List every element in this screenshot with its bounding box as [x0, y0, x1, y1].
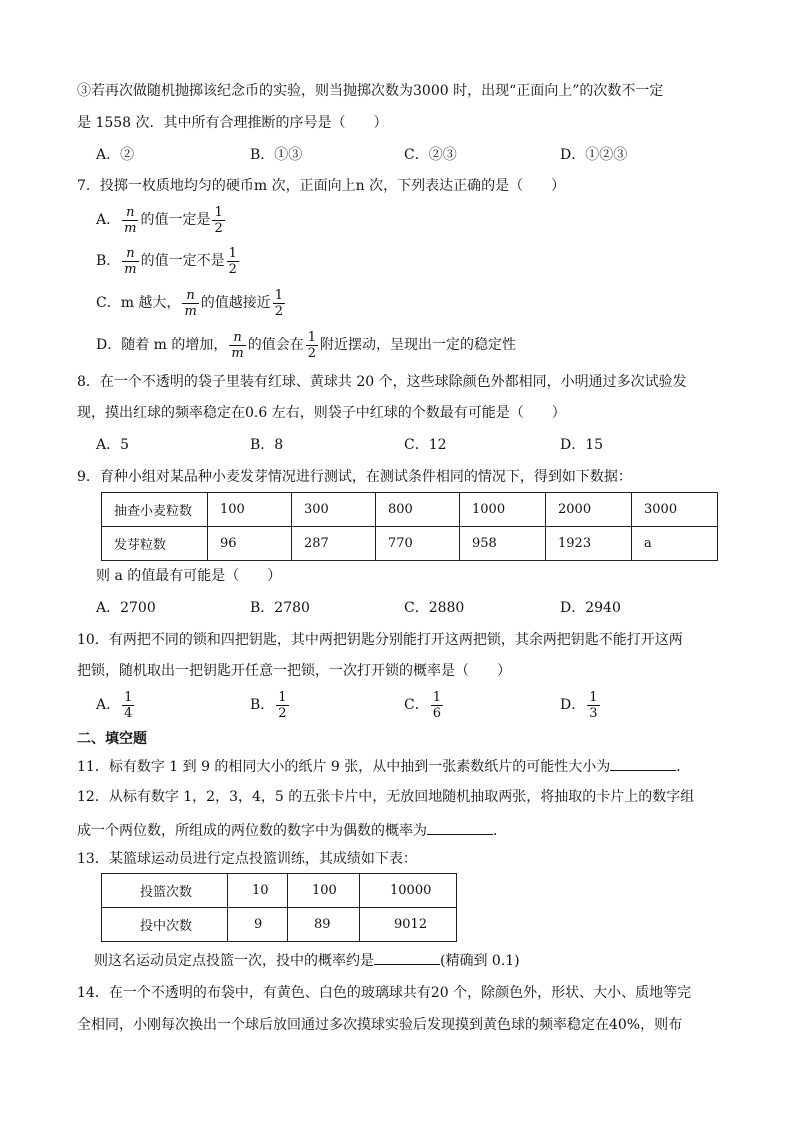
q13-table — [101, 873, 457, 942]
q6-line2: 是 1558 次．其中所有合理推断的序号是（ ） — [77, 115, 388, 131]
table-cell: a — [632, 527, 718, 561]
frac-num: 1 — [278, 689, 287, 705]
q6-line1: ③若再次做随机抛掷该纪念币的实验，则当抛掷次数为3000 时，出现“正面向上”的次数不一定 — [77, 83, 664, 99]
q10-option-b[interactable] — [250, 688, 291, 722]
q7-b-label: B． — [96, 253, 121, 269]
frac-num: 1 — [274, 287, 284, 303]
frac-num: 1 — [307, 329, 317, 345]
q10-line2: 把锁，随机取出一把钥匙开任意一把锁，一次打开锁的概率是（ ） — [77, 663, 511, 679]
q9-after: 则 a 的值最有可能是（ ） — [96, 568, 282, 584]
q8-option-d[interactable]: D．15 — [560, 437, 604, 453]
table-cell: 3000 — [632, 493, 718, 527]
table-cell: 2000 — [546, 493, 632, 527]
frac-num: n — [229, 330, 245, 346]
q9-option-a[interactable]: A．2700 — [96, 600, 156, 616]
q10-line1: 10．有两把不同的锁和四把钥匙，其中两把钥匙分别能打开这两把锁，其余两把钥匙不能打开这两 — [77, 632, 683, 648]
table-cell: 1923 — [546, 527, 632, 561]
table-cell: 96 — [208, 527, 292, 561]
q12-line1: 12．从标有数字 1，2，3，4，5 的五张卡片中，无放回地随机抽取两张，将抽取的卡片上的数字组 — [77, 789, 695, 805]
table-row — [102, 493, 718, 527]
fraction-n-over-m — [182, 288, 198, 319]
frac-den: 2 — [307, 345, 317, 361]
frac-den: m — [184, 303, 197, 319]
q7-d-suffix: 附近摆动，呈现出一定的稳定性 — [320, 337, 517, 353]
q8-option-c[interactable]: C．12 — [404, 437, 447, 453]
table-cell: 抽查小麦粒数 — [102, 493, 208, 527]
q7-d-mid: 的值会在 — [247, 337, 304, 353]
q13-after — [94, 950, 520, 970]
q9-table — [101, 492, 718, 561]
q7-a-label: A． — [96, 212, 121, 228]
frac-num: 1 — [214, 204, 223, 220]
answer-blank[interactable] — [610, 756, 676, 771]
q7-a-text: 的值一定是 — [140, 212, 211, 228]
q7-b-text: 的值一定不是 — [140, 253, 225, 269]
q13-after-pre: 则这名运动员定点投篮一次，投中的概率约是 — [94, 953, 374, 969]
table-cell: 300 — [292, 493, 376, 527]
option-label: D． — [560, 697, 586, 713]
fraction-one-half — [212, 205, 224, 236]
fraction-n-over-m — [122, 205, 138, 236]
frac-num: 1 — [124, 689, 133, 705]
frac-den: m — [124, 220, 137, 236]
q10-option-d[interactable] — [560, 688, 602, 722]
q8-option-a[interactable]: A．5 — [96, 437, 130, 453]
q7-option-d[interactable] — [96, 328, 516, 362]
q6-option-a[interactable]: A．② — [96, 147, 135, 163]
q14-line2: 全相同，小刚每次换出一个球后放回通过多次摸球实验后发现摸到黄色球的频率稳定在40%，则布 — [77, 1017, 683, 1033]
option-label: A． — [96, 697, 121, 713]
answer-blank[interactable] — [374, 950, 440, 965]
q13-after-post: (精确到 0.1) — [440, 953, 520, 969]
fraction-one-half — [273, 288, 285, 319]
table-cell: 投篮次数 — [102, 874, 228, 908]
table-row — [102, 874, 457, 908]
fraction-one-half — [227, 246, 239, 277]
fraction — [276, 690, 288, 721]
q13-stem: 13．某篮球运动员进行定点投篮训练，其成绩如下表： — [77, 851, 417, 867]
q9-option-c[interactable]: C．2880 — [404, 600, 465, 616]
frac-den: 4 — [124, 705, 133, 721]
q7-d-label: D．随着 m 的增加， — [96, 337, 228, 353]
q8-line1: 8．在一个不透明的袋子里装有红球、黄球共 20 个，这些球除颜色外都相同，小明通过多次试验发 — [77, 374, 687, 390]
table-cell: 发芽粒数 — [102, 527, 208, 561]
table-cell: 800 — [376, 493, 460, 527]
q7-option-a[interactable] — [96, 203, 227, 237]
q6-option-d[interactable]: D．①②③ — [560, 147, 628, 163]
frac-den: m — [124, 261, 137, 277]
fraction — [431, 690, 443, 721]
option-label: C． — [404, 697, 429, 713]
fraction-one-half — [306, 330, 318, 361]
q14-line1: 14．在一个不透明的布袋中，有黄色、白色的玻璃球共有20 个，除颜色外，形状、大小、质地等完 — [77, 985, 692, 1001]
section-heading: 二、填空题 — [77, 731, 147, 747]
option-label: B． — [250, 697, 275, 713]
fraction — [122, 690, 134, 721]
table-row — [102, 527, 718, 561]
frac-num: 1 — [228, 245, 237, 261]
table-cell: 89 — [288, 908, 360, 942]
frac-num: 1 — [589, 689, 598, 705]
table-cell: 1000 — [460, 493, 546, 527]
q12-text: 成一个两位数，所组成的两位数的数字中为偶数的概率为 — [77, 823, 427, 839]
q6-option-c[interactable]: C．②③ — [404, 147, 457, 163]
q7-c-label: C．m 越大， — [96, 295, 181, 311]
frac-den: 6 — [432, 705, 441, 721]
q11-end: ． — [676, 759, 691, 775]
fraction-n-over-m — [229, 330, 245, 361]
q7-option-c[interactable] — [96, 286, 287, 320]
q7-stem: 7．投掷一枚质地均匀的硬币m 次，正面向上n 次，下列表达正确的是（ ） — [77, 178, 566, 194]
fraction — [587, 690, 599, 721]
q9-option-d[interactable]: D．2940 — [560, 600, 621, 616]
frac-num: n — [122, 205, 138, 221]
q12-end: ． — [493, 823, 507, 839]
table-row — [102, 908, 457, 942]
q11-text: 11．标有数字 1 到 9 的相同大小的纸片 9 张，从中抽到一张素数纸片的可能性大小为 — [77, 759, 611, 775]
frac-num: 1 — [432, 689, 441, 705]
fraction-n-over-m — [122, 246, 138, 277]
q7-option-b[interactable] — [96, 244, 241, 278]
frac-den: 3 — [589, 705, 598, 721]
q11-line — [77, 756, 690, 776]
frac-num: n — [122, 246, 138, 262]
q6-option-b[interactable]: B．①③ — [250, 147, 303, 163]
answer-blank[interactable] — [427, 820, 493, 835]
q10-option-a[interactable] — [96, 688, 136, 722]
table-cell: 958 — [460, 527, 546, 561]
table-cell: 100 — [288, 874, 360, 908]
q8-line2: 现，摸出红球的频率稳定在0.6 左右，则袋子中红球的个数最有可能是（ ） — [77, 405, 566, 421]
frac-den: 2 — [228, 261, 237, 277]
frac-num: n — [182, 288, 198, 304]
frac-den: 2 — [214, 220, 223, 236]
frac-den: 2 — [274, 303, 284, 319]
table-cell: 10 — [228, 874, 288, 908]
q9-stem: 9．育种小组对某品种小麦发芽情况进行测试，在测试条件相同的情况下，得到如下数据： — [77, 469, 632, 485]
table-cell: 9 — [228, 908, 288, 942]
table-cell: 10000 — [360, 874, 457, 908]
frac-den: 2 — [278, 705, 287, 721]
table-cell: 100 — [208, 493, 292, 527]
q12-line2 — [77, 820, 507, 840]
q10-option-c[interactable] — [404, 688, 445, 722]
table-cell: 770 — [376, 527, 460, 561]
q9-option-b[interactable]: B．2780 — [250, 600, 310, 616]
frac-den: m — [231, 345, 244, 361]
q8-option-b[interactable]: B．8 — [250, 437, 284, 453]
table-cell: 投中次数 — [102, 908, 228, 942]
table-cell: 9012 — [360, 908, 457, 942]
table-cell: 287 — [292, 527, 376, 561]
q7-c-text: 的值越接近 — [200, 295, 271, 311]
